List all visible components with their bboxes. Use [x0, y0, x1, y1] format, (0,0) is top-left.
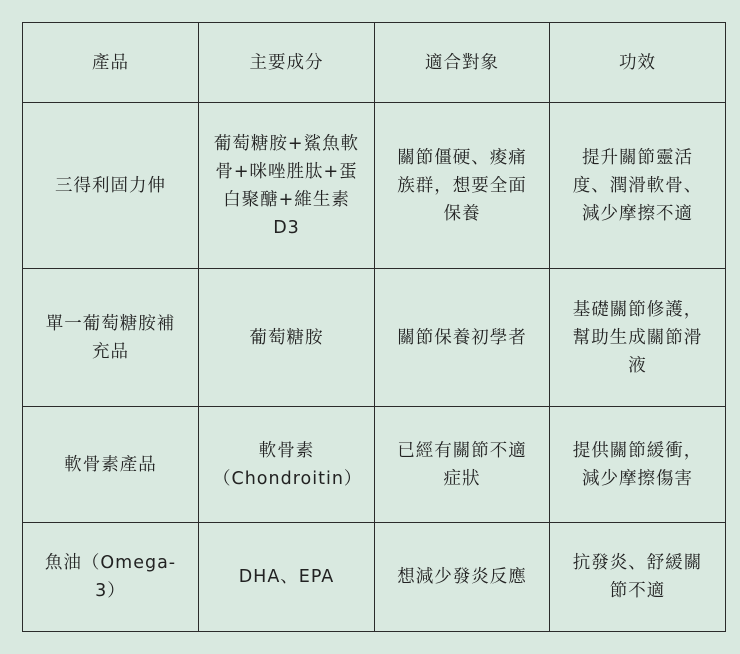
header-product: 產品 [23, 23, 199, 103]
cell-ingredients [199, 407, 375, 523]
cell-product [23, 407, 199, 523]
table-row [23, 103, 726, 269]
cell-text: 想減少發炎反應 [397, 567, 527, 587]
cell-product [23, 103, 199, 269]
cell-text: 已經有關節不適症狀 [397, 440, 527, 489]
comparison-table-container [22, 22, 725, 631]
cell-text: 軟骨素（Chondroitin） [213, 440, 363, 489]
cell-text: 葡萄糖胺+鯊魚軟骨+咪唑胜肽+蛋白聚醣+維生素D3 [213, 133, 360, 238]
header-ingredients: 主要成分 [199, 23, 375, 103]
table-row [23, 407, 726, 523]
header-target-group: 適合對象 [375, 23, 550, 103]
cell-product [23, 269, 199, 407]
table-row [23, 523, 726, 632]
cell-text: 提供關節緩衝，減少摩擦傷害 [572, 440, 703, 489]
cell-target-group [375, 523, 550, 632]
cell-text: 抗發炎、舒緩關節不適 [572, 553, 703, 601]
cell-benefits [550, 407, 726, 523]
comparison-table [22, 22, 726, 632]
cell-text: 單一葡萄糖胺補充品 [45, 313, 176, 362]
cell-text: 基礎關節修護，幫助生成關節滑液 [572, 299, 703, 376]
header-benefits: 功效 [550, 23, 726, 103]
cell-target-group [375, 269, 550, 407]
cell-benefits [550, 103, 726, 269]
cell-ingredients [199, 269, 375, 407]
cell-product [23, 523, 199, 632]
cell-text: 關節保養初學者 [397, 327, 527, 348]
cell-text: DHA、EPA [238, 567, 335, 587]
table-row [23, 269, 726, 407]
cell-text: 關節僵硬、痠痛族群，想要全面保養 [397, 147, 527, 224]
cell-benefits [550, 269, 726, 407]
cell-text: 葡萄糖胺 [249, 327, 324, 348]
cell-text: 魚油（Omega-3） [44, 553, 177, 601]
cell-benefits [550, 523, 726, 632]
cell-text: 提升關節靈活度、潤滑軟骨、減少摩擦不適 [572, 147, 703, 224]
cell-target-group [375, 103, 550, 269]
cell-text: 三得利固力伸 [55, 175, 166, 196]
cell-text: 軟骨素產品 [64, 454, 157, 475]
cell-ingredients [199, 103, 375, 269]
cell-target-group [375, 407, 550, 523]
cell-ingredients [199, 523, 375, 632]
table-header-row [23, 23, 726, 103]
